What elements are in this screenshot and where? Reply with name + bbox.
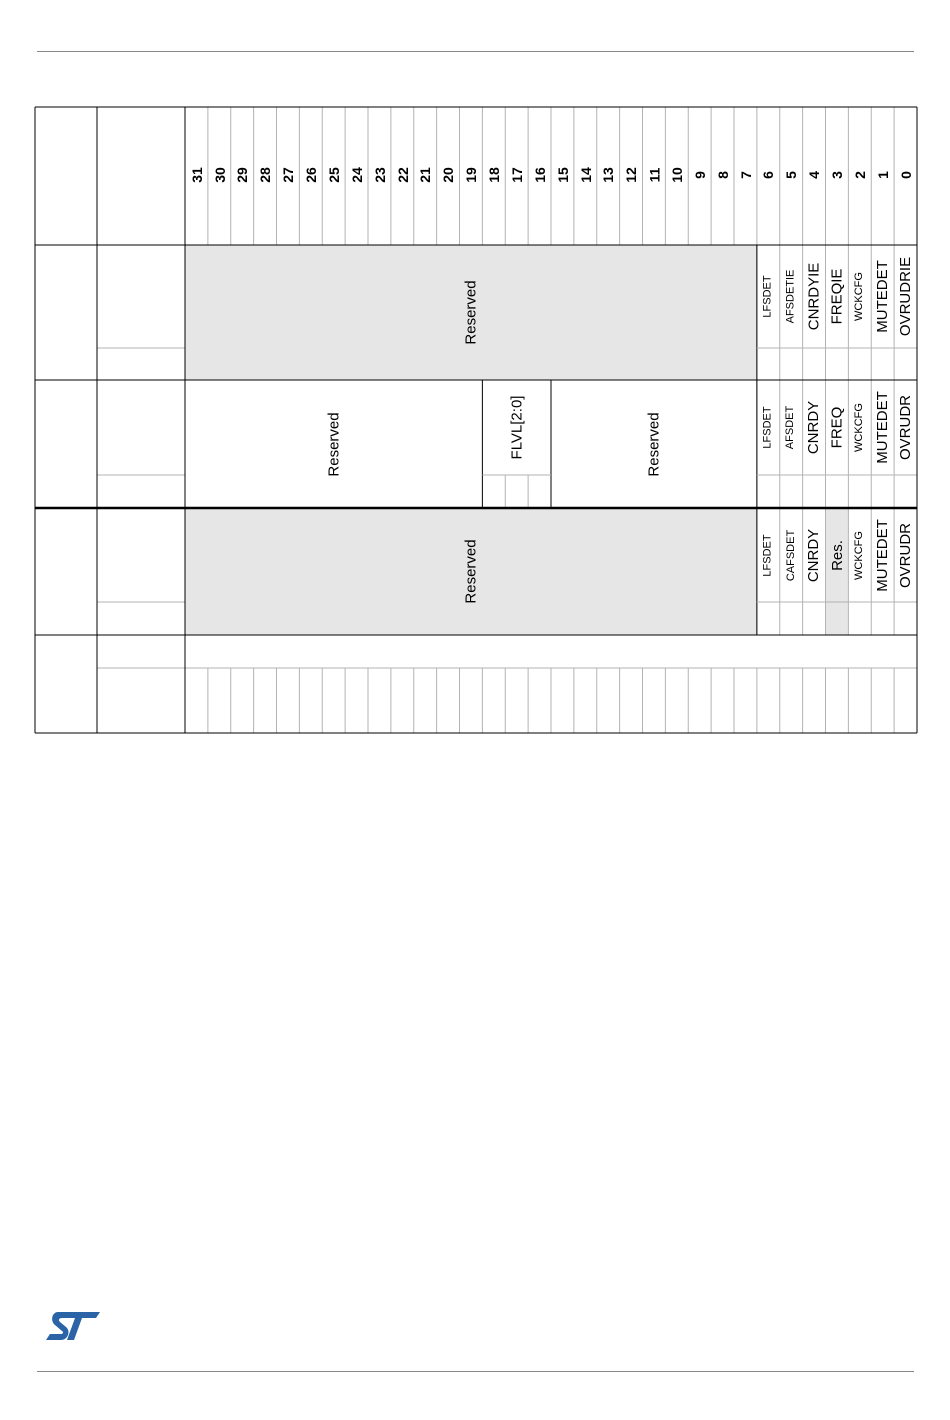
bit-number-text: 21 [417, 166, 434, 183]
bit-number-text: 11 [645, 167, 662, 182]
bit-number [254, 147, 277, 202]
bit-number-text: 7 [737, 170, 754, 179]
bit-number [482, 147, 505, 202]
field-label [803, 380, 826, 475]
field-label-text: LFSDET [761, 275, 774, 318]
field-label-text: FREQIE [828, 268, 846, 325]
bit-number [597, 147, 620, 202]
bit-number [665, 147, 688, 202]
bit-number [688, 147, 711, 202]
reserved-label-row3-text: Reserved [462, 539, 480, 604]
footer-rule [37, 1371, 914, 1372]
bit-number [711, 147, 734, 202]
field-label-text: OVRUDR [897, 522, 915, 588]
field-label [871, 245, 894, 348]
bit-number-text: 14 [577, 166, 594, 183]
field-label-text: MUTEDET [874, 260, 892, 333]
bit-number-text: 28 [257, 166, 274, 183]
field-label [757, 380, 780, 475]
bit-number-text: 27 [279, 166, 296, 183]
bit-number-text: 18 [485, 166, 502, 183]
bit-number-text: 6 [760, 170, 777, 179]
bit-number [505, 147, 528, 202]
st-logo-icon [44, 1310, 102, 1342]
field-label [894, 508, 917, 602]
field-label [757, 508, 780, 602]
bit-number [185, 147, 208, 202]
field-label [803, 508, 826, 602]
field-label-text: OVRUDR [897, 394, 915, 461]
field-label [757, 245, 780, 348]
field-label [803, 245, 826, 348]
field-label [780, 508, 803, 602]
field-label [826, 380, 849, 475]
field-label [894, 380, 917, 475]
field-label [871, 380, 894, 475]
bit-number-text: 2 [851, 170, 868, 179]
bit-number-text: 29 [234, 166, 251, 183]
flvl-field-label [482, 380, 551, 475]
bit-number-text: 22 [394, 166, 411, 183]
field-label [848, 508, 871, 602]
bit-number [299, 147, 322, 202]
bit-number [551, 147, 574, 202]
bit-number-text: 4 [806, 170, 823, 179]
field-label-text: FREQ [828, 406, 846, 449]
bit-number [460, 147, 483, 202]
bit-number [345, 147, 368, 202]
reserved-label-row1 [185, 245, 757, 380]
field-label-text: AFSDETIE [784, 269, 797, 324]
bit-number [437, 147, 460, 202]
bit-number [231, 147, 254, 202]
bit-number-text: 30 [211, 166, 228, 183]
field-label [871, 508, 894, 602]
reserved-label-row2-left [185, 380, 482, 508]
bit-number-text: 10 [668, 166, 685, 183]
bit-number-text: 5 [783, 170, 800, 179]
bit-number-text: 26 [302, 166, 319, 183]
field-label [780, 245, 803, 348]
bit-number [620, 147, 643, 202]
field-label [894, 245, 917, 348]
field-label-text: CNRDY [805, 528, 823, 582]
bit-number-text: 19 [462, 166, 479, 183]
field-label-text: MUTEDET [874, 391, 892, 464]
bit-number [734, 147, 757, 202]
bit-number [848, 147, 871, 202]
bit-number [826, 147, 849, 202]
bit-number [757, 147, 780, 202]
bit-number-text: 13 [600, 166, 617, 183]
bit-number [643, 147, 666, 202]
reserved-label-row2-right [551, 380, 757, 508]
field-label-text: WCKCFG [853, 403, 866, 452]
bit-number-text: 31 [188, 166, 205, 183]
field-label-text: LFSDET [761, 533, 774, 577]
flvl-field-label-text: FLVL[2:0] [508, 395, 526, 460]
reserved-label-row2-right-text: Reserved [645, 411, 663, 477]
field-label-text: OVRUDRIE [897, 256, 915, 337]
bit-number-text: 9 [691, 170, 708, 179]
bit-number [277, 147, 300, 202]
field-label-text: Res. [828, 539, 846, 571]
field-label [826, 508, 849, 602]
field-label [848, 380, 871, 475]
field-label-text: CAFSDET [784, 529, 797, 581]
reserved-label-row1-text: Reserved [462, 280, 480, 345]
field-label [826, 245, 849, 348]
field-label-text: AFSDET [784, 405, 797, 450]
reserved-label-row2-left-text: Reserved [325, 411, 343, 477]
field-label-text: WCKCFG [853, 530, 866, 580]
field-label [848, 245, 871, 348]
field-label-text: CNRDYIE [805, 262, 823, 331]
bit-number-text: 1 [874, 170, 891, 179]
bit-number [803, 147, 826, 202]
bit-number [208, 147, 231, 202]
bit-number-text: 16 [531, 166, 548, 183]
bit-number [322, 147, 345, 202]
bit-number [894, 147, 917, 202]
bit-number-text: 15 [554, 166, 571, 183]
field-label-text: MUTEDET [874, 518, 892, 592]
bit-number [780, 147, 803, 202]
bit-number [391, 147, 414, 202]
bit-number [871, 147, 894, 202]
field-label-text: WCKCFG [853, 272, 866, 321]
bit-number-text: 25 [325, 166, 342, 183]
bit-number-text: 17 [508, 166, 525, 183]
bit-number [528, 147, 551, 202]
bit-number-text: 8 [714, 170, 731, 179]
bit-number-text: 12 [623, 166, 640, 183]
bit-number-text: 3 [828, 170, 845, 179]
field-label [780, 380, 803, 475]
bit-number-text: 20 [440, 166, 457, 183]
bit-number [368, 147, 391, 202]
field-label-text: CNRDY [805, 400, 823, 455]
field-label-text: LFSDET [761, 406, 774, 449]
bit-number-text: 24 [348, 166, 365, 183]
bit-number [574, 147, 597, 202]
bit-number [414, 147, 437, 202]
bit-number-text: 23 [371, 166, 388, 183]
bit-number-text: 0 [897, 170, 914, 179]
reserved-label-row3 [185, 508, 757, 635]
